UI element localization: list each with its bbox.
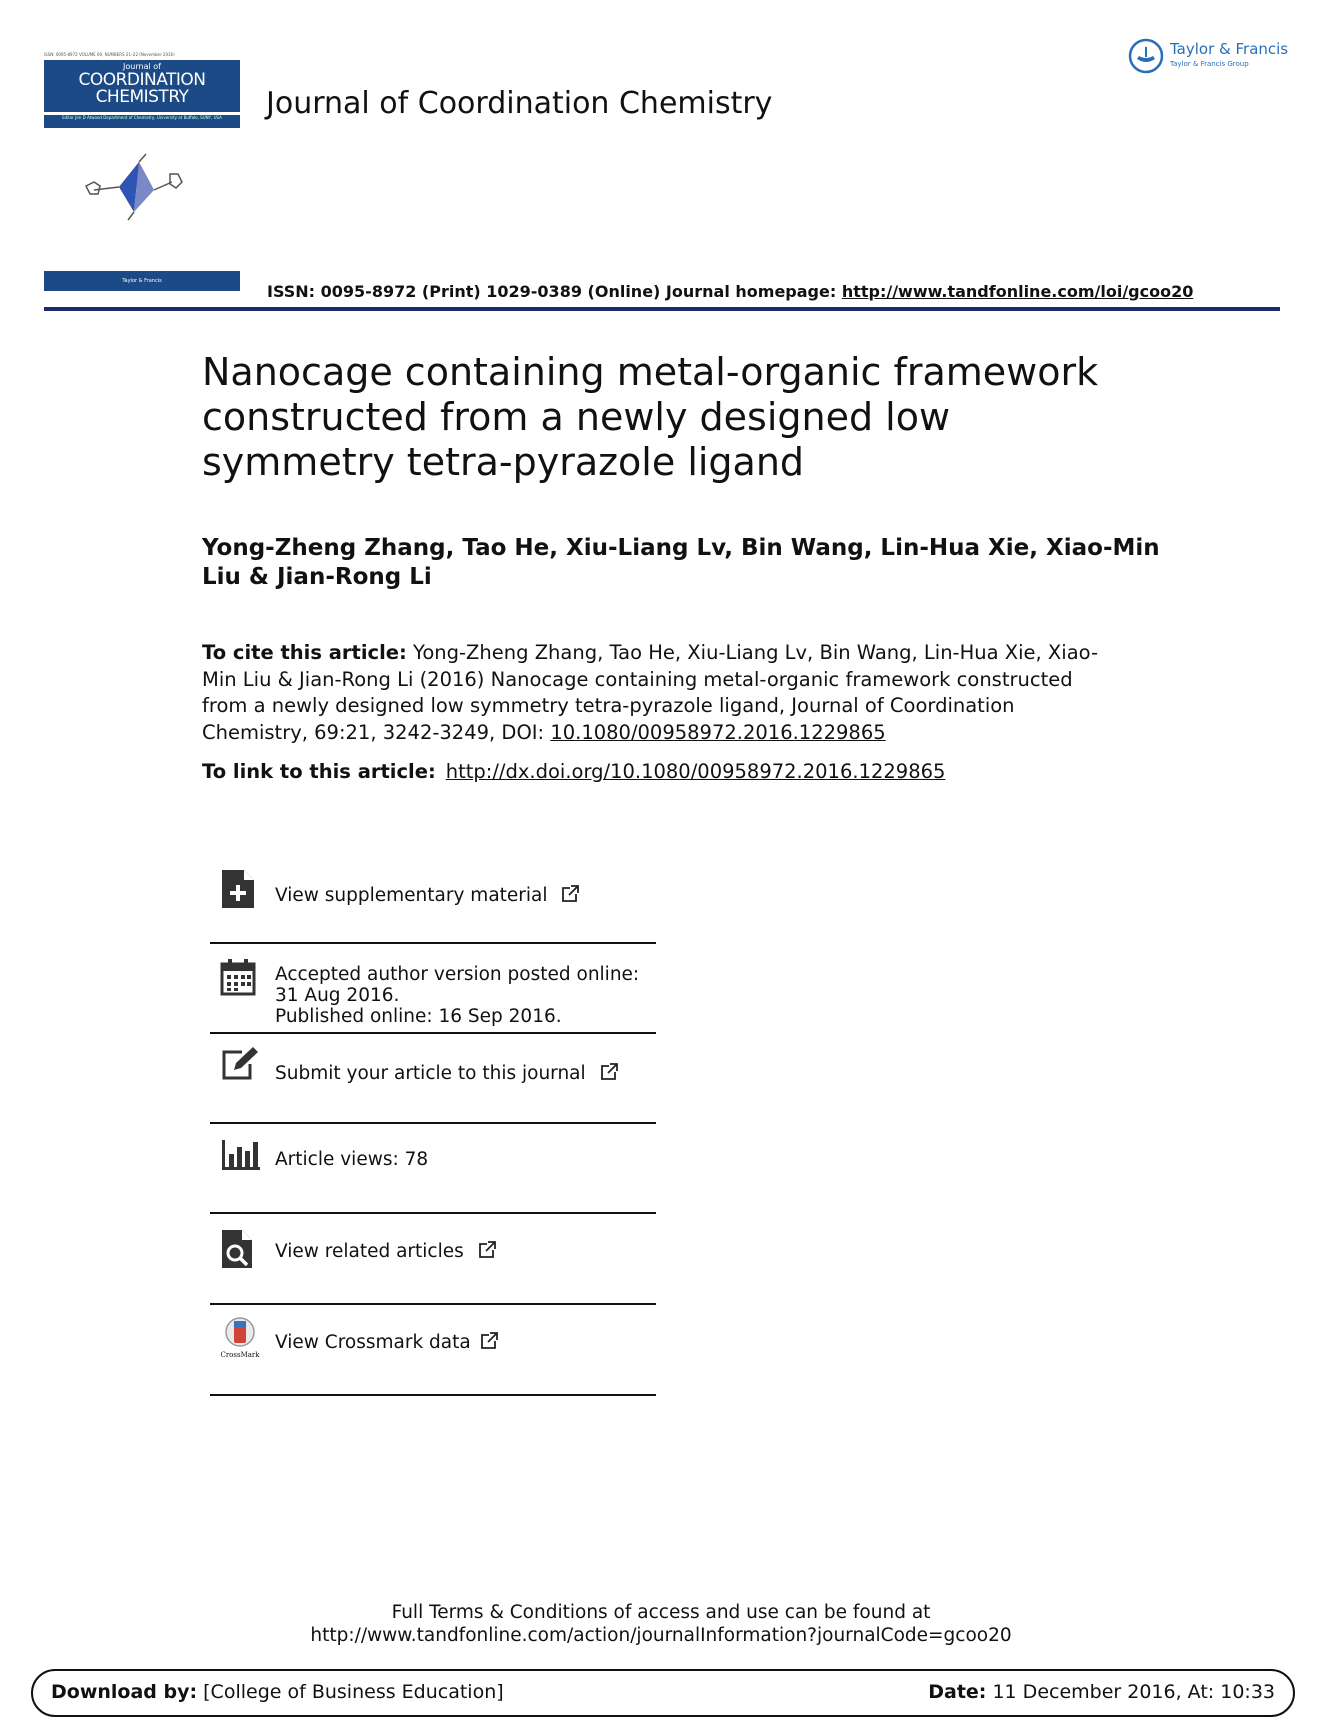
supplementary-row[interactable] xyxy=(210,858,656,944)
crossmark-link[interactable] xyxy=(275,1332,498,1353)
cover-top-line: ISSN: 0095-8972 VOLUME 69, NUMBERS 21–22 (November 2016) xyxy=(44,52,175,57)
cite-doi-link[interactable]: 10.1080/00958972.2016.1229865 xyxy=(550,720,886,744)
article-views: Article views: 78 xyxy=(275,1149,429,1170)
cover-title-line1: COORDINATION xyxy=(78,70,206,90)
article-doi-link[interactable]: http://dx.doi.org/10.1080/00958972.2016.1229865 xyxy=(445,760,946,783)
cover-title-band xyxy=(44,60,240,112)
issn-text: ISSN: 0095-8972 (Print) 1029-0389 (Online) Journal homepage: xyxy=(267,282,842,301)
accepted-date: Accepted author version posted online: 31 Aug 2016. xyxy=(275,964,640,1006)
external-link-icon xyxy=(478,1241,496,1259)
cite-text: Yong-Zheng Zhang, Tao He, Xiu-Liang Lv, Bin Wang, Lin-Hua Xie, Xiao-Min Liu & Jian-Rong Li (2016) Nanocage containing metal-organic framework constructed from a newly designed low symmetry tetra-pyrazole ligand, Journal of Coordination Chemistry, 69:21, 3242-3249, DOI: xyxy=(202,641,1098,744)
journal-homepage-link[interactable]: http://www.tandfonline.com/loi/gcoo20 xyxy=(841,282,1194,301)
article-title: Nanocage containing metal-organic framework constructed from a newly designed low symmetry tetra-pyrazole ligand xyxy=(202,350,1099,484)
date-label: Date: xyxy=(928,1681,987,1703)
submit-row[interactable] xyxy=(210,1034,656,1124)
edit-icon xyxy=(220,1046,260,1082)
publisher-name: Taylor & Francis xyxy=(1170,40,1289,58)
publisher-logo[interactable] xyxy=(1128,38,1288,78)
crossmark-logo-text: CrossMark xyxy=(220,1351,260,1359)
download-date xyxy=(928,1681,1275,1703)
date-value: 11 December 2016, At: 10:33 xyxy=(992,1681,1275,1703)
search-document-icon xyxy=(220,1228,256,1270)
bar-chart-icon xyxy=(220,1138,262,1172)
views-row xyxy=(210,1124,656,1214)
external-link-icon xyxy=(480,1332,498,1350)
issn-line xyxy=(267,282,1193,301)
download-label: Download by: xyxy=(51,1681,198,1703)
article-info-panel xyxy=(210,858,656,1396)
download-by xyxy=(51,1681,504,1703)
related-label: View related articles xyxy=(275,1241,464,1262)
molecule-icon xyxy=(84,152,184,222)
citation xyxy=(202,640,1122,746)
publication-dates xyxy=(275,964,655,1027)
download-footer xyxy=(31,1669,1295,1717)
crossmark-logo xyxy=(220,1317,260,1359)
download-value: [College of Business Education] xyxy=(203,1681,504,1703)
header-divider xyxy=(44,307,1280,311)
calendar-icon xyxy=(220,958,256,996)
publisher-group: Taylor & Francis Group xyxy=(1170,60,1249,68)
supplementary-label: View supplementary material xyxy=(275,885,548,906)
published-date: Published online: 16 Sep 2016. xyxy=(275,1006,562,1027)
publication-dates-row xyxy=(210,944,656,1034)
journal-cover xyxy=(44,52,240,292)
terms-url[interactable]: http://www.tandfonline.com/action/journalInformation?journalCode=gcoo20 xyxy=(310,1625,1012,1646)
terms-notice xyxy=(0,1601,1322,1647)
external-link-icon xyxy=(600,1063,618,1081)
external-link-icon xyxy=(561,885,579,903)
journal-title: Journal of Coordination Chemistry xyxy=(266,86,773,121)
link-label: To link to this article: xyxy=(202,760,436,783)
article-authors: Yong-Zheng Zhang, Tao He, Xiu-Liang Lv, Bin Wang, Lin-Hua Xie, Xiao-Min Liu & Jian-Rong Li xyxy=(202,535,1160,590)
submit-link[interactable] xyxy=(275,1063,618,1084)
terms-line1: Full Terms & Conditions of access and use can be found at xyxy=(391,1602,931,1623)
article-link-line xyxy=(202,760,1122,783)
cover-publisher: Taylor & Francis xyxy=(44,271,240,291)
cover-small-title: Journal of xyxy=(123,62,161,71)
cover-editor: Editor Jim D Atwood Department of Chemistry, University at Buffalo, SUNY, USA xyxy=(44,115,240,128)
submit-label: Submit your article to this journal xyxy=(275,1063,586,1084)
cover-title-line2: CHEMISTRY xyxy=(95,87,189,107)
related-row[interactable] xyxy=(210,1214,656,1305)
related-link[interactable] xyxy=(275,1241,496,1262)
crossmark-icon xyxy=(223,1317,257,1347)
crossmark-label: View Crossmark data xyxy=(275,1332,471,1353)
file-plus-icon xyxy=(220,868,256,910)
crossmark-row[interactable] xyxy=(210,1305,656,1396)
supplementary-link[interactable] xyxy=(275,885,579,906)
cite-label: To cite this article: xyxy=(202,641,407,664)
taylor-francis-logo-icon xyxy=(1128,38,1164,74)
